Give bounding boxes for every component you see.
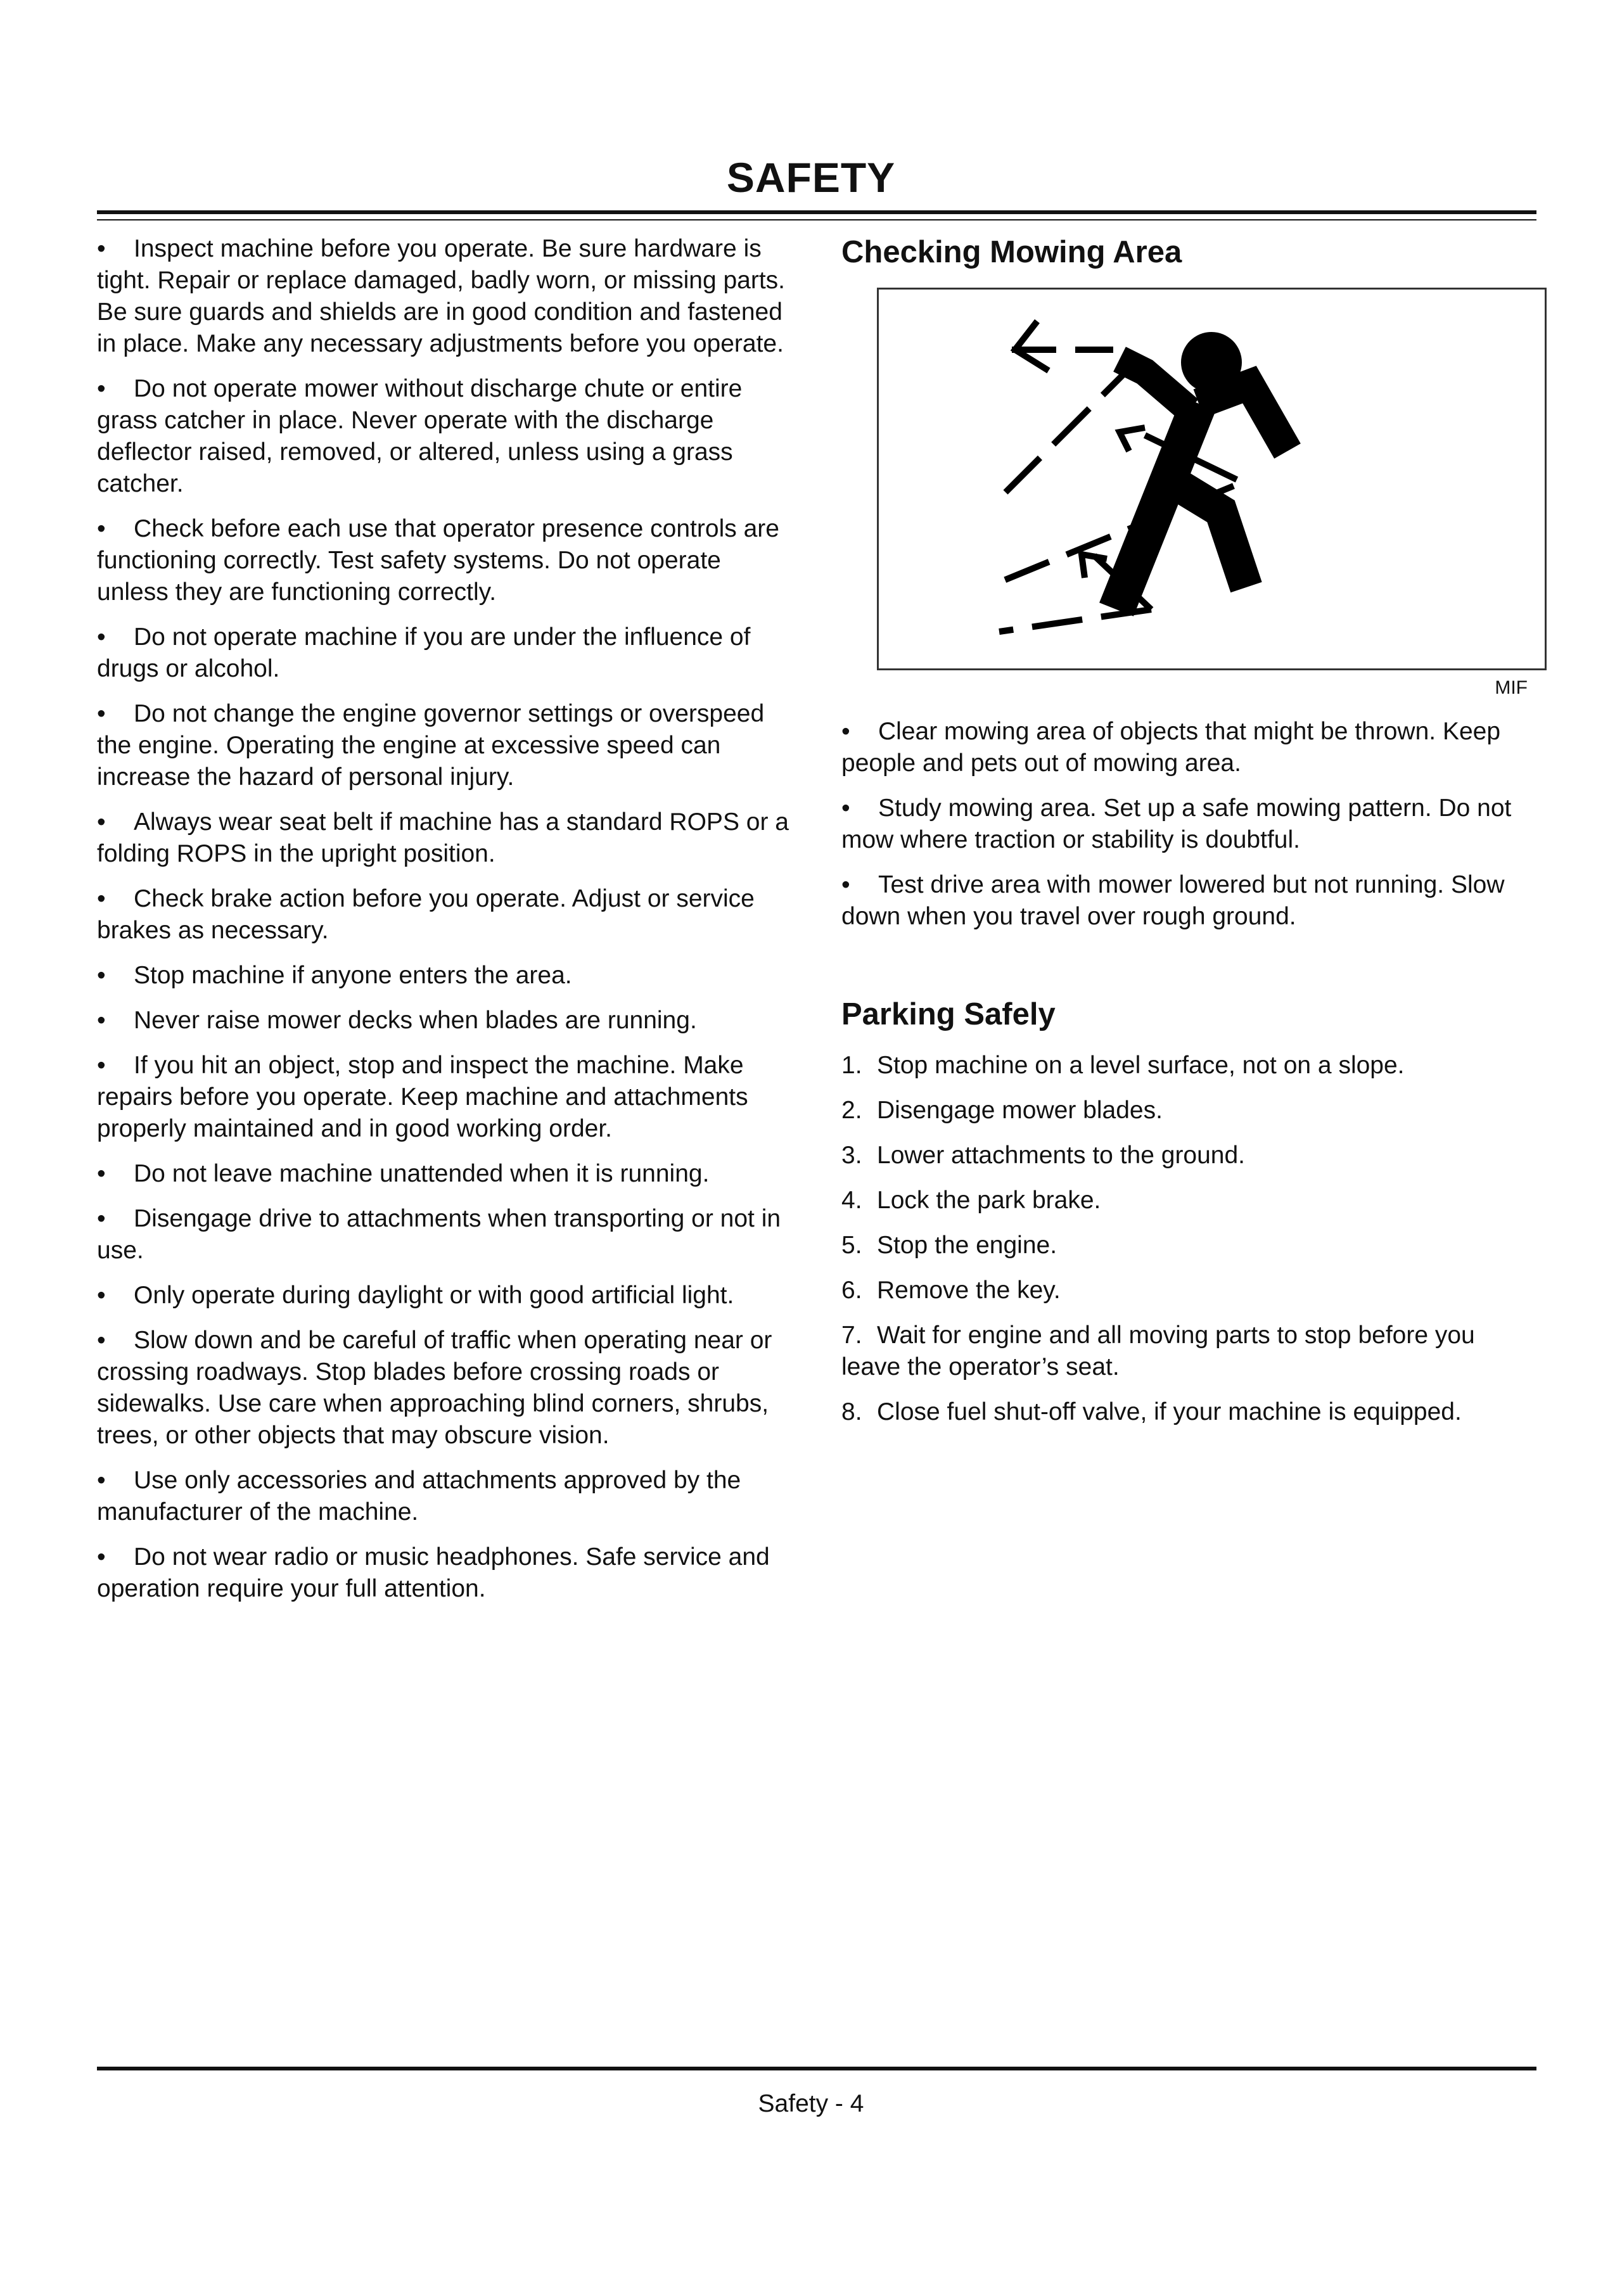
right-column	[841, 233, 1535, 1441]
step-item	[841, 1140, 1535, 1171]
bullet-glyph: •	[97, 375, 106, 402]
bullet-glyph: •	[97, 1052, 106, 1079]
figure-caption: MIF	[1495, 677, 1528, 698]
safety-bullet-list	[97, 233, 794, 1605]
bullet-text: Use only accessories and attachments approved by the manufacturer of the machine.	[97, 1467, 741, 1526]
bullet-glyph: •	[97, 623, 106, 651]
bullet-text: Never raise mower decks when blades are running.	[134, 1007, 697, 1034]
bullet-glyph: •	[97, 962, 106, 989]
bullet-glyph: •	[97, 1543, 106, 1571]
footer-rule	[97, 2067, 1536, 2070]
bullet-item	[97, 622, 794, 685]
bullet-text: Disengage drive to attachments when transporting or not in use.	[97, 1205, 781, 1264]
step-text: Stop machine on a level surface, not on a slope.	[877, 1052, 1405, 1079]
bullet-item	[97, 698, 794, 793]
bullet-text: Study mowing area. Set up a safe mowing pattern. Do not mow where traction or stability is doubtful.	[841, 794, 1512, 853]
bullet-item	[841, 793, 1535, 856]
step-item	[841, 1396, 1535, 1428]
bullet-glyph: •	[841, 794, 850, 822]
bullet-glyph: •	[841, 871, 850, 898]
bullet-item	[97, 1050, 794, 1145]
step-text: Stop the engine.	[877, 1232, 1057, 1259]
bullet-text: Do not operate machine if you are under the influence of drugs or alcohol.	[97, 623, 751, 682]
bullet-glyph: •	[97, 1282, 106, 1309]
bullet-glyph: •	[97, 1007, 106, 1034]
bullet-text: Stop machine if anyone enters the area.	[134, 962, 572, 989]
bullet-glyph: •	[97, 1160, 106, 1187]
step-number: 6.	[841, 1277, 862, 1304]
bullet-item	[97, 807, 794, 870]
page-number: Safety - 4	[758, 2090, 864, 2117]
section-spacer	[841, 946, 1535, 995]
bullet-item	[97, 1325, 794, 1451]
bullet-item	[841, 716, 1535, 779]
bullet-text: Check before each use that operator presence controls are functioning correctly. Test safety systems. Do not operate unless they are functioning correctly.	[97, 515, 779, 606]
bullet-text: Clear mowing area of objects that might be thrown. Keep people and pets out of mowing area.	[841, 718, 1501, 777]
bullet-text: Do not operate mower without discharge chute or entire grass catcher in place. Never operate with the discharge deflector raised, removed, or altered, unless using a grass catcher.	[97, 375, 743, 497]
step-number: 7.	[841, 1322, 862, 1349]
bullet-item	[97, 1280, 794, 1311]
bullet-item	[97, 1158, 794, 1190]
mowing-area-bullet-list	[841, 716, 1535, 933]
parking-safely-heading: Parking Safely	[841, 997, 1056, 1031]
step-number: 1.	[841, 1052, 862, 1079]
bullet-glyph: •	[97, 1327, 106, 1354]
bullet-text: Check brake action before you operate. Adjust or service brakes as necessary.	[97, 885, 755, 944]
step-text: Wait for engine and all moving parts to stop before you leave the operator’s seat.	[841, 1322, 1475, 1381]
step-item	[841, 1230, 1535, 1261]
bullet-item	[97, 513, 794, 608]
bullet-glyph: •	[841, 718, 850, 745]
step-number: 3.	[841, 1142, 862, 1169]
left-column	[97, 233, 794, 1618]
parking-steps-list	[841, 1050, 1535, 1428]
step-item	[841, 1095, 1535, 1126]
step-number: 8.	[841, 1398, 862, 1425]
bullet-text: Slow down and be careful of traffic when operating near or crossing roadways. Stop blades before crossing roads or sidewalks. Use care when approaching blind corners, shrubs, trees, or other objects that may obscure vision.	[97, 1327, 772, 1449]
bullet-text: Test drive area with mower lowered but not running. Slow down when you travel over rough ground.	[841, 871, 1505, 930]
bullet-item	[97, 1005, 794, 1036]
bullet-glyph: •	[97, 808, 106, 836]
bullet-text: If you hit an object, stop and inspect the machine. Make repairs before you operate. Keep machine and attachments properly maintained and in good working order.	[97, 1052, 748, 1142]
bullet-glyph: •	[97, 235, 106, 262]
bullet-text: Always wear seat belt if machine has a standard ROPS or a folding ROPS in the upright position.	[97, 808, 789, 867]
bullet-text: Inspect machine before you operate. Be sure hardware is tight. Repair or replace damaged, badly worn, or missing parts. Be sure guards and shields are in good condition and fastened in place. Make any necessary adjustments before you operate.	[97, 235, 786, 357]
bullet-glyph: •	[97, 1205, 106, 1232]
checking-mowing-area-heading: Checking Mowing Area	[841, 235, 1182, 269]
step-text: Remove the key.	[877, 1277, 1061, 1304]
step-item	[841, 1050, 1535, 1081]
bullet-text: Do not wear radio or music headphones. Safe service and operation require your full attention.	[97, 1543, 770, 1602]
bullet-item	[97, 883, 794, 947]
bullet-item	[97, 1203, 794, 1266]
thrown-object-hazard-icon	[879, 290, 1545, 668]
bullet-text: Do not leave machine unattended when it is running.	[134, 1160, 710, 1187]
header-rule-thick	[97, 210, 1536, 214]
step-text: Disengage mower blades.	[877, 1097, 1163, 1124]
step-text: Lower attachments to the ground.	[877, 1142, 1246, 1169]
step-number: 5.	[841, 1232, 862, 1259]
bullet-glyph: •	[97, 515, 106, 542]
bullet-item	[97, 233, 794, 360]
step-number: 4.	[841, 1187, 862, 1214]
bullet-item	[841, 869, 1535, 933]
step-item	[841, 1185, 1535, 1216]
step-number: 2.	[841, 1097, 862, 1124]
step-text: Lock the park brake.	[877, 1187, 1101, 1214]
bullet-item	[97, 1541, 794, 1605]
page-title: SAFETY	[726, 154, 896, 201]
step-text: Close fuel shut-off valve, if your machine is equipped.	[877, 1398, 1462, 1425]
step-item	[841, 1275, 1535, 1306]
bullet-item	[97, 960, 794, 992]
bullet-glyph: •	[97, 700, 106, 727]
bullet-item	[97, 1465, 794, 1528]
bullet-glyph: •	[97, 885, 106, 912]
header-rule-thin	[97, 219, 1536, 220]
bullet-glyph: •	[97, 1467, 106, 1494]
thrown-object-figure	[877, 288, 1547, 670]
bullet-text: Do not change the engine governor settings or overspeed the engine. Operating the engine at excessive speed can increase the hazard of personal injury.	[97, 700, 765, 791]
step-item	[841, 1320, 1535, 1383]
bullet-text: Only operate during daylight or with good artificial light.	[134, 1282, 734, 1309]
bullet-item	[97, 373, 794, 500]
